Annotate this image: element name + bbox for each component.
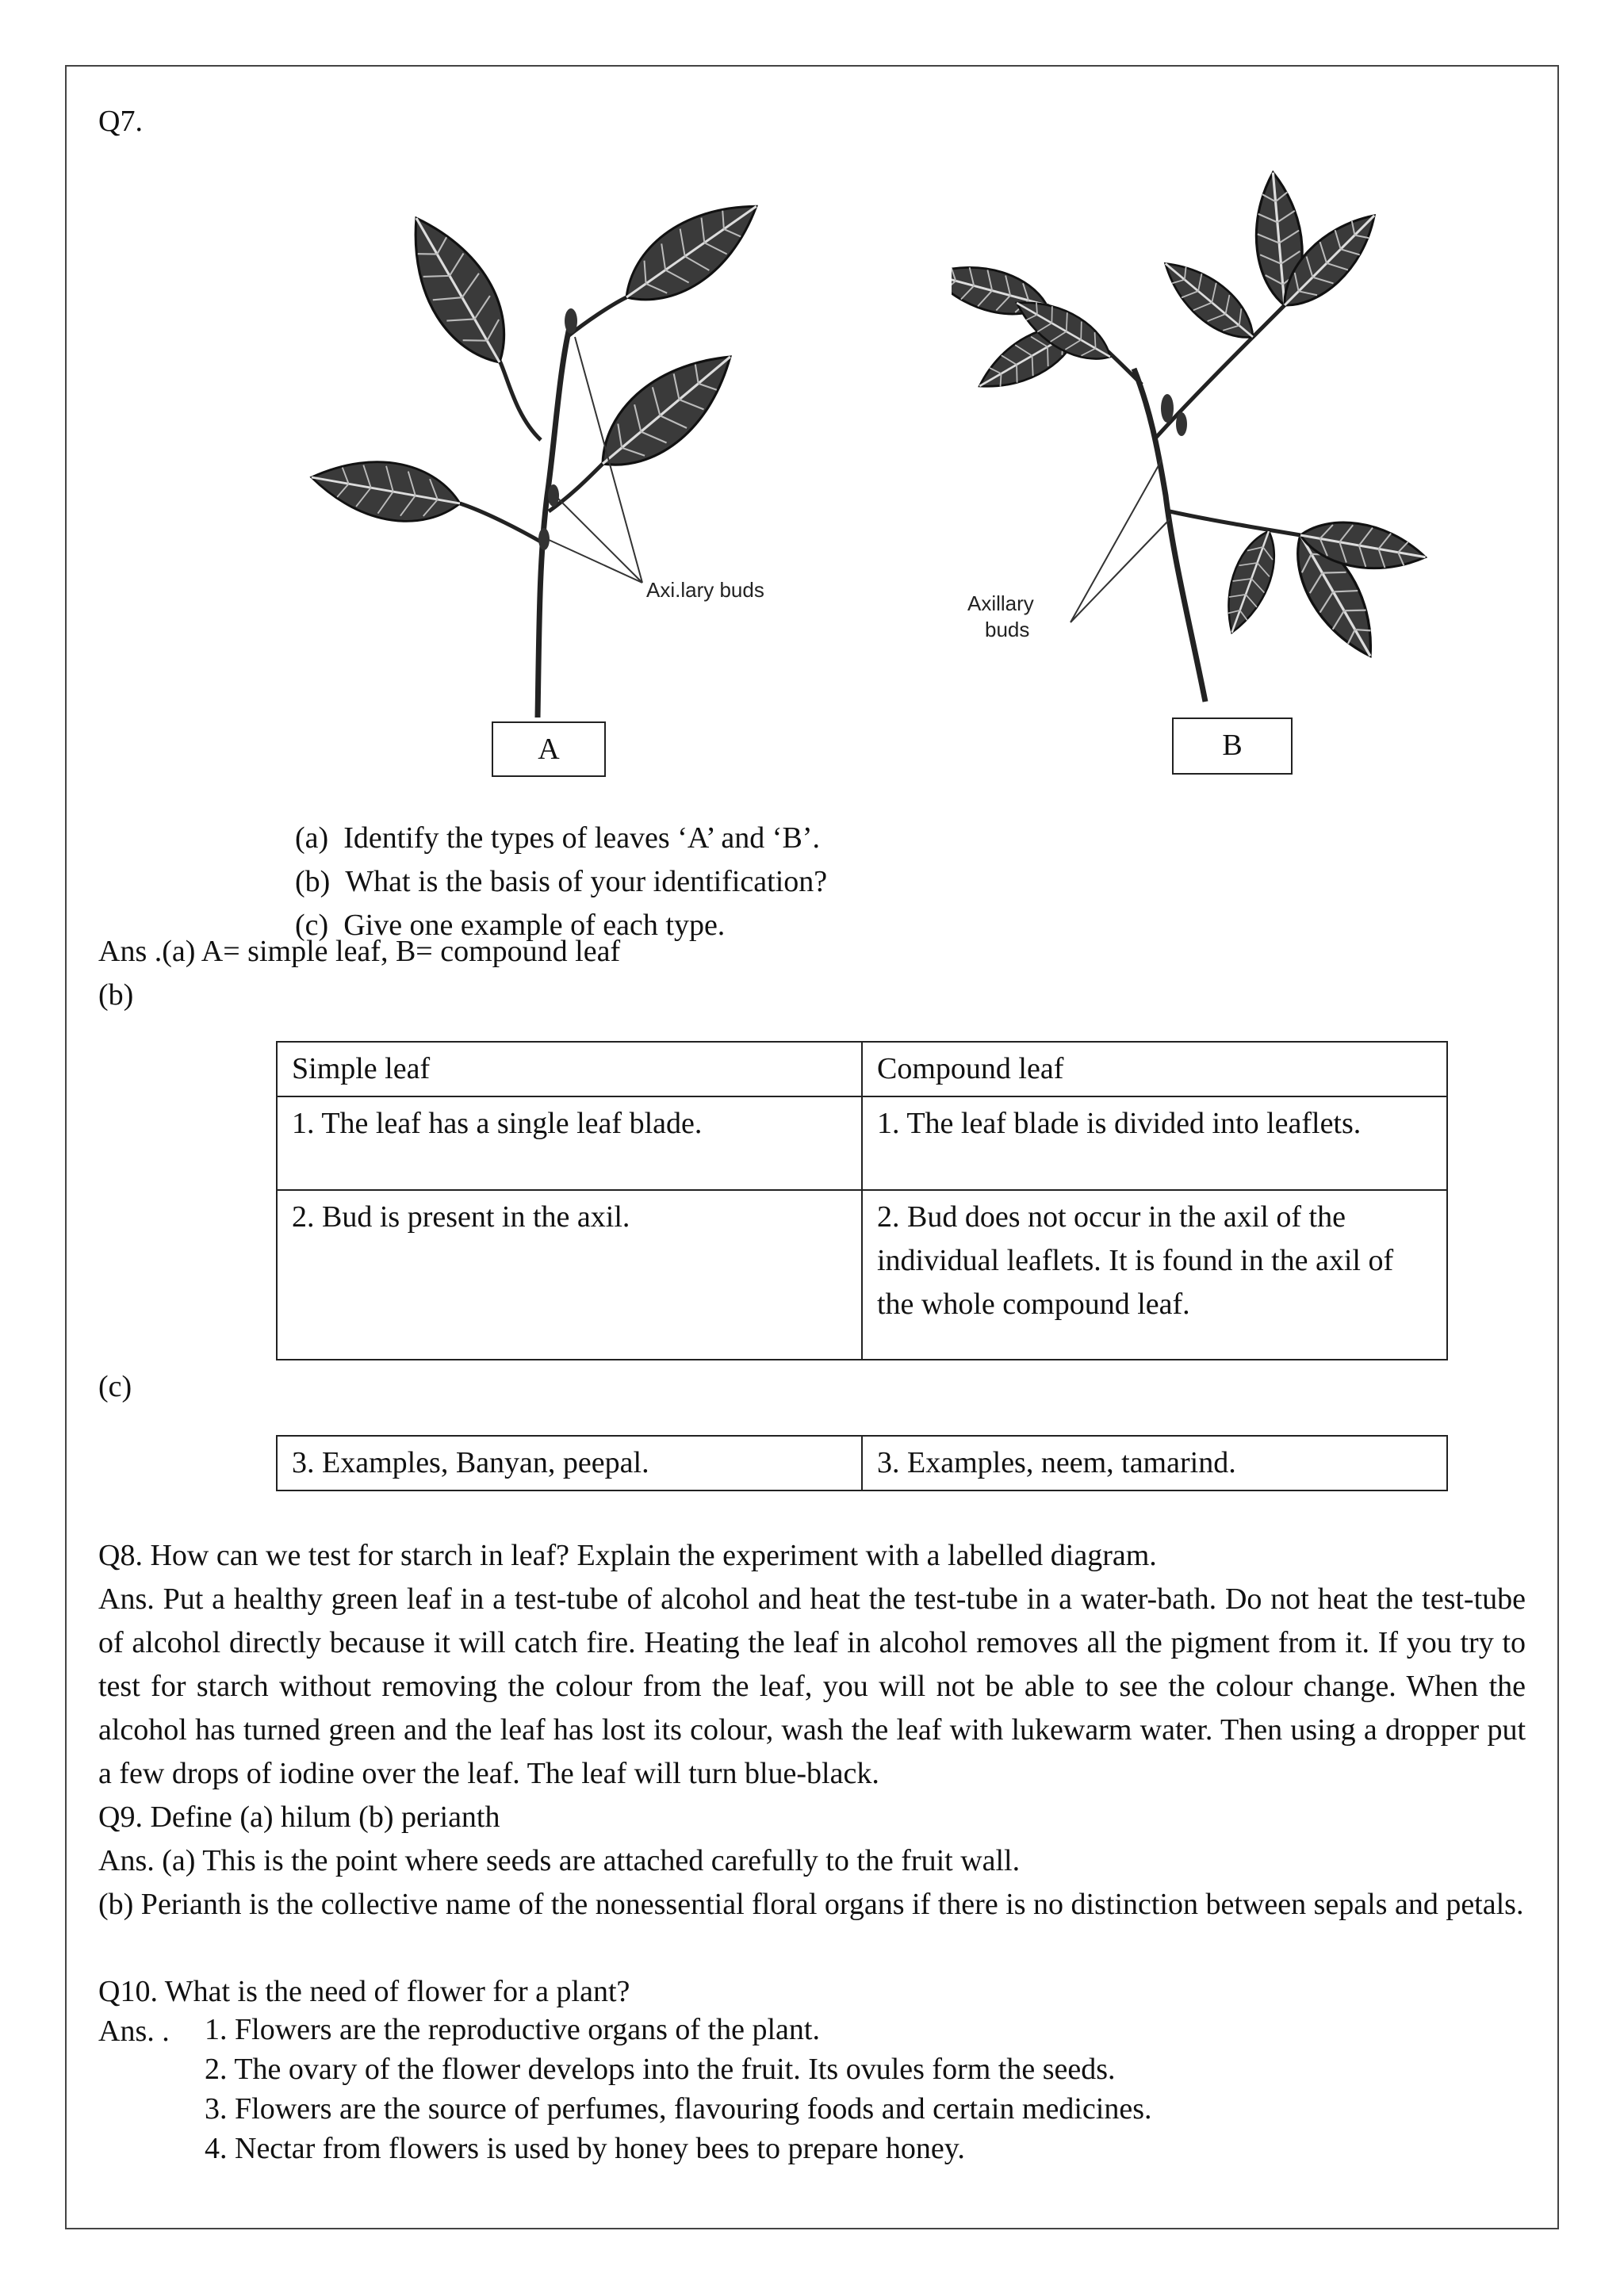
table-header-row — [277, 1042, 1447, 1096]
q7-label-b: (b) — [98, 978, 134, 1012]
sub-question-b-mark: (b) — [295, 865, 331, 898]
figure-b-label-box — [1172, 718, 1293, 775]
q7-answer-a: Ans .(a) A= simple leaf, B= compound leaf — [98, 935, 621, 968]
q10-answer-prefix: Ans. . — [98, 2015, 170, 2048]
figure-b-label: B — [1222, 729, 1243, 762]
figure-a-label: A — [538, 733, 560, 766]
axillary-buds-label-b-line1: Axillary — [967, 591, 1034, 615]
sub-question-b — [295, 860, 827, 904]
axillary-buds-label-a: Axi.lary buds — [646, 578, 764, 602]
examples-table — [276, 1435, 1448, 1491]
table-row — [277, 1436, 1447, 1490]
table-row — [277, 1096, 1447, 1190]
sub-question-b-text: What is the basis of your identification? — [345, 865, 828, 898]
q7-label-c: (c) — [98, 1370, 132, 1403]
compound-leaf-illustration — [952, 147, 1459, 749]
sub-question-a-mark: (a) — [295, 821, 329, 855]
sub-question-a — [295, 817, 827, 860]
table-cell: 2. Bud is present in the axil. — [277, 1190, 862, 1360]
axillary-buds-label-b-line2: buds — [985, 618, 1030, 641]
sub-question-c-mark: (c) — [295, 909, 329, 942]
q7-title: Q7. — [98, 105, 143, 138]
table-cell: 2. Bud does not occur in the axil of the individual leaflets. It is found in the axil of the whole compound leaf. — [862, 1190, 1447, 1360]
list-item: 2. The ovary of the flower develops into the fruit. Its ovules form the seeds. — [205, 2053, 1116, 2086]
q9-answer-a: Ans. (a) This is the point where seeds are attached carefully to the fruit wall. — [98, 1844, 1021, 1877]
q9-answer-b: (b) Perianth is the collective name of the nonessential floral organs if there is no distinction between sepals and petals. — [98, 1888, 1524, 1921]
q10-answer-points — [205, 2010, 1152, 2168]
comparison-table — [276, 1041, 1448, 1360]
sub-question-a-text: Identify the types of leaves ‘A’ and ‘B’. — [343, 821, 820, 855]
table-cell: 3. Examples, neem, tamarind. — [862, 1436, 1447, 1490]
simple-leaf-illustration — [301, 178, 825, 781]
figure-a-label-box — [492, 721, 606, 777]
list-item: 1. Flowers are the reproductive organs of the plant. — [205, 2013, 820, 2046]
table-cell: 1. The leaf has a single leaf blade. — [277, 1096, 862, 1190]
list-item: 3. Flowers are the source of perfumes, flavouring foods and certain medicines. — [205, 2092, 1152, 2126]
table-row — [277, 1190, 1447, 1360]
sub-question-c-text: Give one example of each type. — [343, 909, 726, 942]
table-cell: 3. Examples, Banyan, peepal. — [277, 1436, 862, 1490]
table-header-simple: Simple leaf — [277, 1042, 862, 1096]
table-cell: 1. The leaf blade is divided into leaflets. — [862, 1096, 1447, 1190]
q10-question: Q10. What is the need of flower for a plant? — [98, 1975, 630, 2008]
q8-question: Q8. How can we test for starch in leaf? Explain the experiment with a labelled diagram. — [98, 1539, 1157, 1572]
q9-question: Q9. Define (a) hilum (b) perianth — [98, 1800, 500, 1834]
table-header-compound: Compound leaf — [862, 1042, 1447, 1096]
q7-sub-questions — [295, 817, 827, 947]
list-item: 4. Nectar from flowers is used by honey bees to prepare honey. — [205, 2132, 965, 2165]
q8-answer: Ans. Put a healthy green leaf in a test-tube of alcohol and heat the test-tube in a water-bath. Do not heat the test-tube of alcohol directly because it will catch fire. Heating the leaf in alcohol removes all the pigment from it. If you try to test for starch without removing the colour from the leaf, you will not be able to see the colour change. When the alcohol has turned green and the leaf has lost its colour, wash the leaf with lukewarm water. Then using a dropper put a few drops of iodine over the leaf. The leaf will turn blue-black. — [98, 1582, 1526, 1790]
